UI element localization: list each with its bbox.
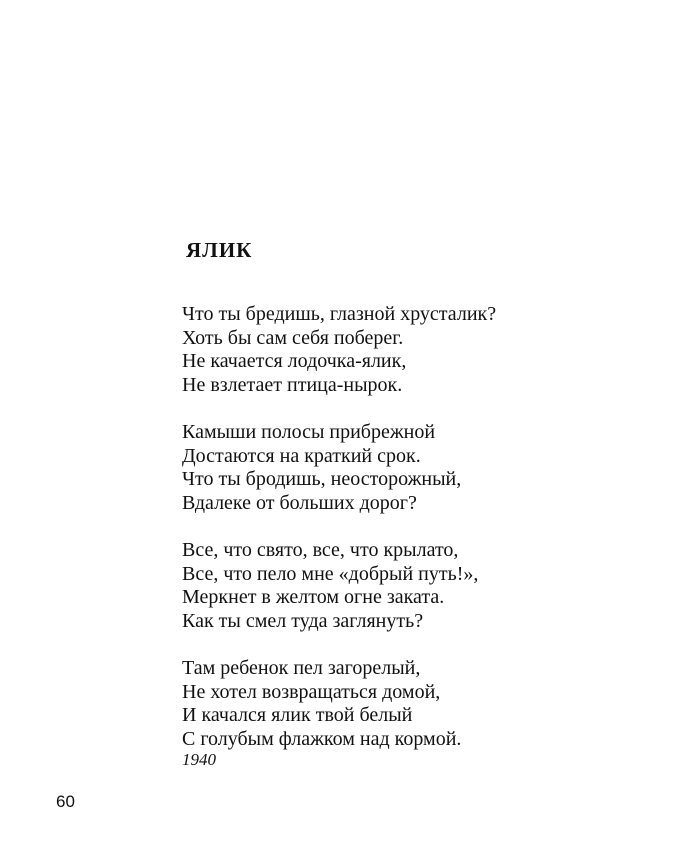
stanza-2 [182,421,652,515]
poem-line: Вдалеке от больших дорог? [182,491,417,514]
poem-title: ЯЛИК [186,238,253,262]
poem-line: Хоть бы сам себя поберег. [182,326,404,349]
stanza-4 [182,657,652,751]
poem-line: Там ребенок пел загорелый, [182,657,421,679]
poem-line: С голубым флажком над кормой. [182,727,462,750]
stanza-1 [182,303,652,397]
poem-date: 1940 [182,750,216,769]
poem-line: Не взлетает птица-нырок. [182,373,403,396]
poem-line: Камыши полосы прибрежной [182,421,436,443]
poem-line: Как ты смел туда заглянуть? [182,609,424,632]
poem-line: Достаются на краткий срок. [182,444,421,467]
poem-line: Все, что свято, все, что крылато, [182,539,459,561]
poem-line: И качался ялик твой белый [182,704,413,726]
page-number: 60 [56,792,75,811]
poem-line: Меркнет в желтом огне заката. [182,586,445,608]
poem-line: Не качается лодочка-ялик, [182,350,407,372]
poem-line: Что ты бредишь, глазной хрусталик? [182,303,497,325]
poem-line: Что ты бродишь, неосторожный, [182,468,462,490]
poem-line: Не хотел возвращаться домой, [182,680,441,703]
poem-line: Все, что пело мне «добрый путь!», [182,562,479,585]
poem-body [182,303,652,775]
stanza-3 [182,539,652,633]
